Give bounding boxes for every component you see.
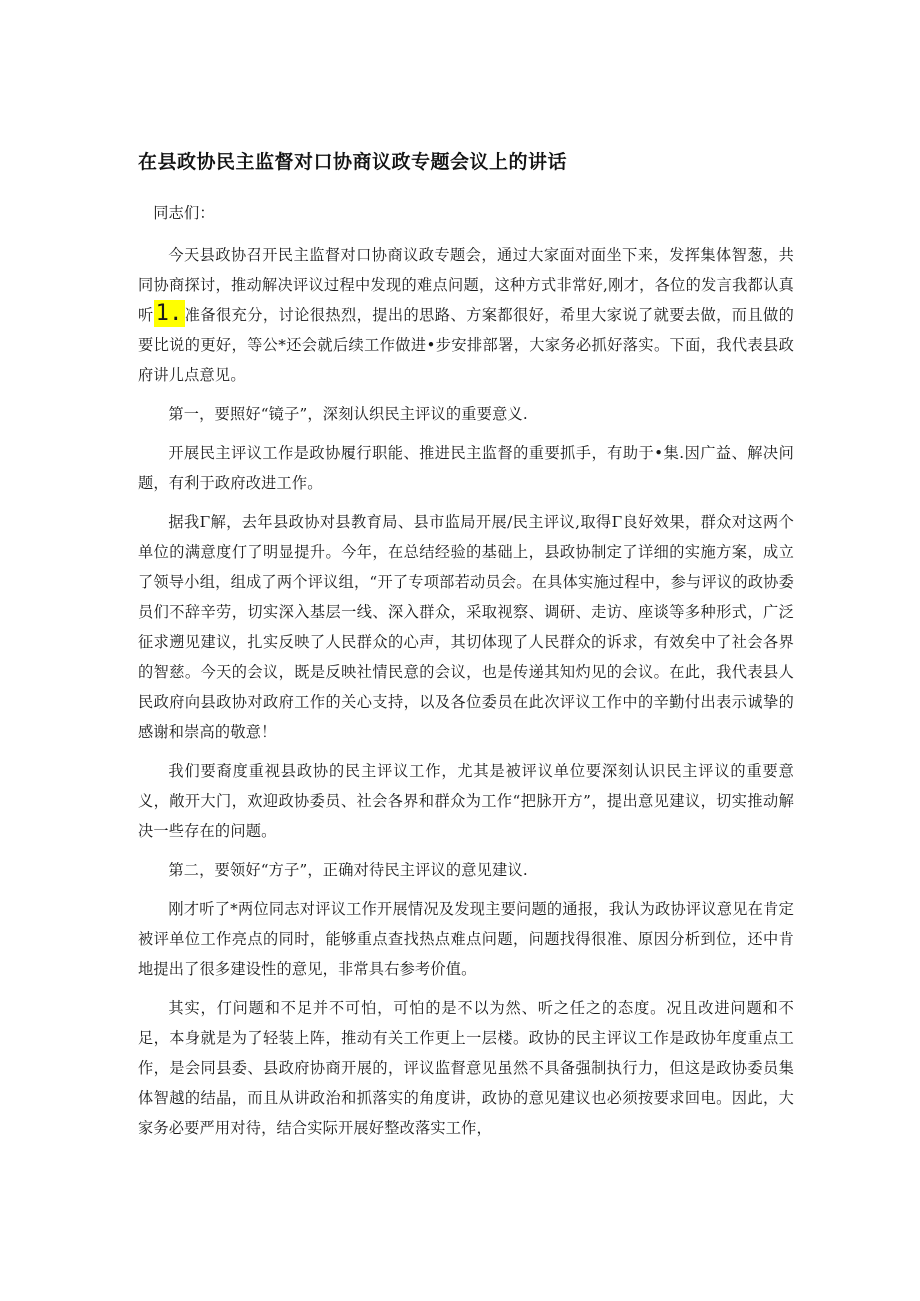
section-heading-2: 第二，要领好“方子”，正确对待民主评议的意见建议. <box>168 861 528 879</box>
paragraph-1 <box>138 240 794 390</box>
paragraph-3: 据我Γ解，去年县政协对县教育局、县市监局开展/民主评议,取得Γ良好效果，群众对这两个单位的满意度仃了明显提升。今年，在总结经验的基础上，县政协制定了详细的实施方案，成立了领导小组，组成了两个评议组，“开了专项部若动员会。在具体实施过程中，参与评议的政协委员们不辞辛劳，切实深入基层一线、深入群众，采取视察、调研、走访、座谈等多种形式，广泛征求遡见建议，扎实反映了人民群众的心声，其切体现了人民群众的诉求，有效矣中了社会各界的智慈。今天的会议，既是反映社情民意的会议，也是传递其知灼见的会议。在此，我代表县人民政府向县政协对政府工作的关心支持，以及各位委员在此次评议工作中的辛勤付出表示诚挚的感谢和崇高的敬意！ <box>138 513 794 741</box>
salutation: 同志们： <box>153 204 215 222</box>
paragraph-2: 开展民主评议工作是政协履行职能、推进民主监督的重要抓手，有助于•集.因广益、解决问题，有利于政府改进工作。 <box>138 444 794 492</box>
paragraph-4: 我们要裔度重视县政协的民主评议工作，尤其是被评议单位要深刻认识民主评议的重要意义，敞开大门，欢迎政协委员、社会各界和群众为工作“把脉开方”，提出意见建议，切实推动解决一些存在的问题。 <box>138 762 794 840</box>
document-body <box>138 198 794 1152</box>
paragraph-1-text-before: 今天县政协召开民主监督对口协商议政专题会，通过大家面对面坐下来，发挥集体智葱，共同协商探讨，推动解决评议过程中发现的难点问题，这种方式非常好,刚才，各位的发言我都认真听 <box>138 246 794 324</box>
section-heading-1: 第一，要照好“镜子”，深刻认织民主评议的重要意义. <box>168 405 528 423</box>
paragraph-1-text-after: 准备很充分，讨论很热烈，提出的思路、方案都很好，希里大家说了就要去做，而且做的要比说的更好，等公*还会就后续工作做进•步安排部署，大家务必抓好落实。下面，我代表县政府讲儿点意见。 <box>138 306 794 384</box>
paragraph-6: 其实，仃问题和不足并不可怕，可怕的是不以为然、听之任之的态度。况且改进问题和不足，本身就是为了轻装上阵，推动有关工作更上一层楼。政协的民主评议工作是政协年度重点工作，是会同县委、县政府协商开展的，评议监督意见虽然不具备强制执行力，但这是政协委员集体智越的结晶，而且从讲政治和抓落实的角度讲，政协的意见建议也必须按要求回电。因此，大家务必要严用对待，结合实际开展好整改落实工作， <box>138 999 794 1137</box>
highlighted-list-marker: 1. <box>155 301 183 326</box>
document-title: 在县政协民主监督对口协商议政专题会议上的讲话 <box>138 151 568 173</box>
paragraph-5: 刚才听了*两位同志对评议工作开展情况及发现主要问题的通报，我认为政协评议意见在肯定被评单位工作亮点的同时，能够重点查找热点难点问题，问题找得很准、原因分析到位，还中肯地提出了很多建设性的意见，非常具右参考价值。 <box>138 900 794 978</box>
